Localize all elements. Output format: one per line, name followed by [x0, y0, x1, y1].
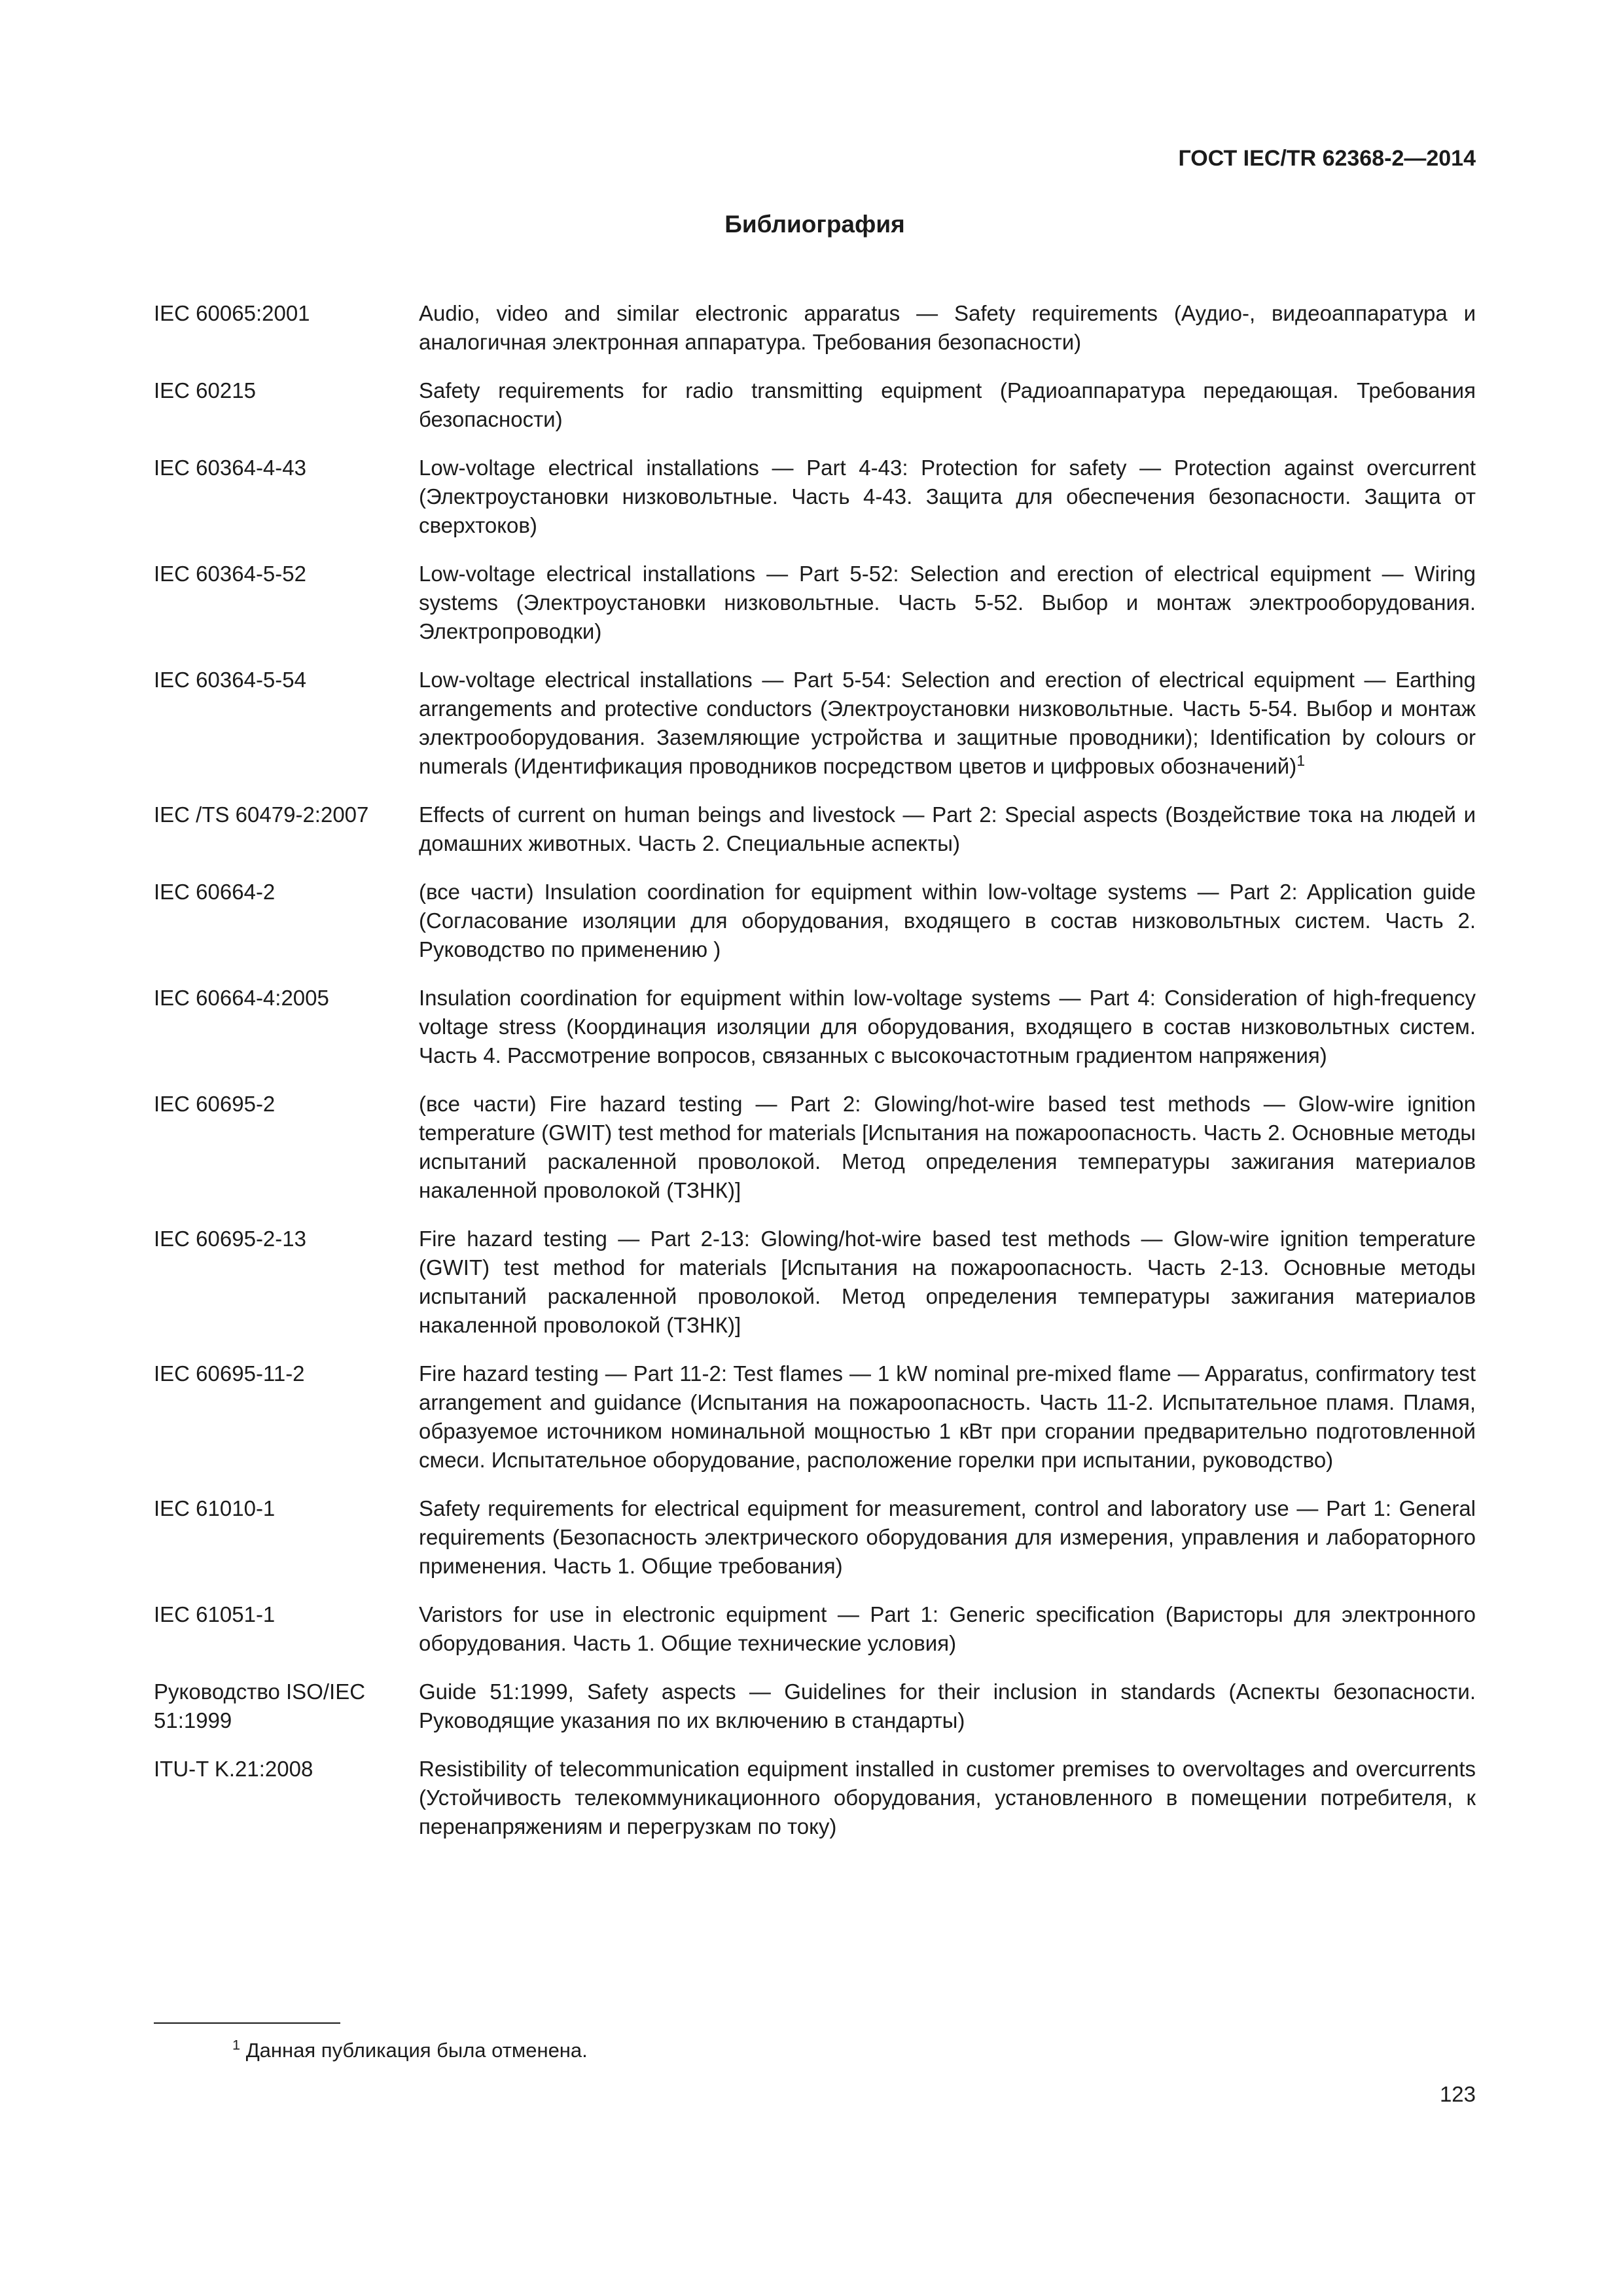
entry-label: IEC 60364-4-43	[154, 456, 306, 480]
entry-text: Audio, video and similar electronic apparatus — Safety requirements (Аудио-, видеоаппаратура и аналогичная электронная аппаратура. Требования безопасности)	[419, 301, 1476, 354]
footnote-text: Данная публикация была отменена.	[245, 2039, 588, 2062]
entry-text: Insulation coordination for equipment within low-voltage systems — Part 4: Consideration of high-frequency voltage stress (Координация изоляции для оборудования, входящего в состав низковольтных систем. Часть 4. Рассмотрение вопросов, связанных с высокочастотным градиентом напряжения)	[419, 986, 1476, 1067]
entry-text: Guide 51:1999, Safety aspects — Guidelines for their inclusion in standards (Аспекты безопасности. Руководящие указания по их включению в стандарты)	[419, 1679, 1476, 1732]
page-content	[154, 144, 1476, 1861]
bibliography-entry	[154, 1677, 1476, 1735]
bibliography-entry	[154, 376, 1476, 434]
entry-text: Low-voltage electrical installations — Part 5-54: Selection and erection of electrical equipment — Earthing arrangements and protective conductors (Электроустановки низковольтные. Часть 5-54. Выбор и монтаж электрооборудования. Заземляющие устройства и защитные проводники); Identification by colours or numerals (Идентификация проводников посредством цветов и цифровых обозначений)$^1$	[419, 668, 1476, 778]
entry-text: Varistors for use in electronic equipment — Part 1: Generic specification (Варисторы для электронного оборудования. Часть 1. Общие технические условия)	[419, 1602, 1476, 1655]
entry-label: IEC 60695-2	[154, 1092, 276, 1116]
bibliography-entry	[154, 1359, 1476, 1475]
entry-label: IEC 60664-2	[154, 880, 276, 904]
entry-label: IEC 60215	[154, 378, 256, 403]
bibliography-entry	[154, 299, 1476, 357]
entry-label: IEC 60695-2-13	[154, 1227, 306, 1251]
entry-label: IEC /TS 60479-2:2007	[154, 802, 369, 827]
bibliography-entry	[154, 1755, 1476, 1841]
doc-number: ГОСТ IEC/TR 62368-2—2014	[1178, 146, 1476, 171]
bibliography-entry	[154, 560, 1476, 646]
bibliography-entry	[154, 666, 1476, 781]
entry-label: IEC 61010-1	[154, 1496, 276, 1520]
entry-label: IEC 60695-11-2	[154, 1361, 305, 1386]
entry-text: (все части) Fire hazard testing — Part 2: Glowing/hot-wire based test methods — Glow-wire ignition temperature (GWIT) test method for materials [Испытания на пожароопасность. Часть 2. Основные методы испытаний раскаленной проволокой. Метод определения температуры зажигания материалов накаленной проволокой (ТЗНК)]	[419, 1092, 1476, 1202]
bibliography-entry	[154, 1225, 1476, 1340]
page-number: 123	[1439, 2082, 1476, 2106]
footnote-block	[154, 2022, 588, 2064]
entry-label: Руководство ISO/IEC 51:1999	[154, 1679, 366, 1732]
entry-label: IEC 61051-1	[154, 1602, 276, 1626]
entry-text: Effects of current on human beings and livestock — Part 2: Special aspects (Воздействие тока на людей и домашних животных. Часть 2. Специальные аспекты)	[419, 802, 1476, 855]
bibliography-entry	[154, 1600, 1476, 1658]
entry-text: (все части) Insulation coordination for equipment within low-voltage systems — Part 2: Application guide (Согласование изоляции для оборудования, входящего в состав низковольтных систем. Часть 2. Руководство по применению )	[419, 880, 1476, 961]
entry-text: Low-voltage electrical installations — Part 5-52: Selection and erection of electrical equipment — Wiring systems (Электроустановки низковольтные. Часть 5-52. Выбор и монтаж электрооборудования. Электропроводки)	[419, 562, 1476, 643]
entry-text: Safety requirements for radio transmitting equipment (Радиоаппаратура передающая. Требования безопасности)	[419, 378, 1476, 431]
entry-label: IEC 60364-5-52	[154, 562, 306, 586]
entry-label: IEC 60664-4:2005	[154, 986, 329, 1010]
bibliography-entry	[154, 878, 1476, 964]
entry-text: Safety requirements for electrical equipment for measurement, control and laboratory use — Part 1: General requirements (Безопасность электрического оборудования для измерения, управления и лабораторного применения. Часть 1. Общие требования)	[419, 1496, 1476, 1578]
footnote-line	[154, 2037, 588, 2064]
entry-text: Resistibility of telecommunication equipment installed in customer premises to overvoltages and overcurrents (Устойчивость телекоммуникационного оборудования, установленного в помещении потребителя, к перенапряжениям и перегрузкам по току)	[419, 1757, 1476, 1839]
entry-label: IEC 60364-5-54	[154, 668, 306, 692]
entry-text: Fire hazard testing — Part 11-2: Test flames — 1 kW nominal pre-mixed flame — Apparatus, confirmatory test arrangement and guidance (Испытания на пожароопасность. Часть 11-2. Испытательное пламя. Пламя, образуемое источником номинальной мощностью 1 кВт при сгорании предварительно подготовленной смеси. Испытательное оборудование, расположение горелки при испытании, руководство)	[419, 1361, 1476, 1472]
bibliography-entry	[154, 1090, 1476, 1205]
footnote-ref: 1	[1296, 752, 1306, 769]
footnote-marker: 1	[232, 2036, 241, 2053]
bibliography-entry	[154, 454, 1476, 540]
entry-label: IEC 60065:2001	[154, 301, 310, 325]
entry-text: Fire hazard testing — Part 2-13: Glowing/hot-wire based test methods — Glow-wire ignition temperature (GWIT) test method for materials [Испытания на пожароопасность. Часть 2-13. Основные методы испытаний раскаленной проволокой. Метод определения температуры зажигания материалов накаленной проволокой (ТЗНК)]	[419, 1227, 1476, 1337]
bibliography-list	[154, 299, 1476, 1841]
page-title: Библиография	[724, 211, 905, 238]
bibliography-entry	[154, 1494, 1476, 1581]
bibliography-entry	[154, 800, 1476, 858]
entry-label: ITU-T K.21:2008	[154, 1757, 313, 1781]
bibliography-entry	[154, 984, 1476, 1070]
entry-text: Low-voltage electrical installations — Part 4-43: Protection for safety — Protection against overcurrent (Электроустановки низковольтные. Часть 4-43. Защита для обеспечения безопасности. Защита от сверхтоков)	[419, 456, 1476, 537]
footnote-rule	[154, 2022, 340, 2024]
